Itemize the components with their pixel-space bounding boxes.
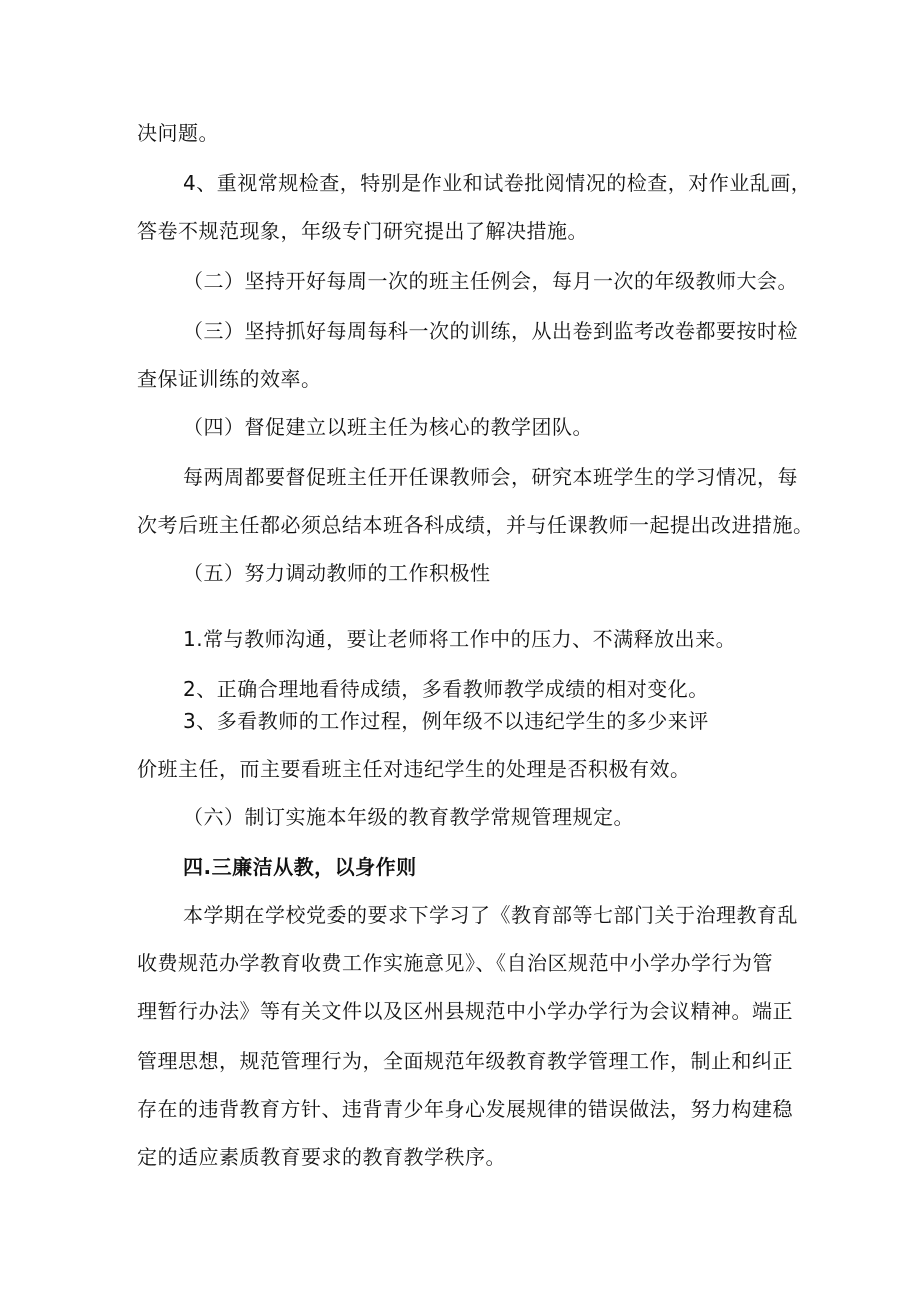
section-heading: 四.三廉洁从教，以身作则 [183, 855, 417, 879]
text-line-2: 4、重视常规检查，特别是作业和试卷批阅情况的检查，对作业乱画， [183, 171, 812, 195]
text-line-4: （二）坚持开好每周一次的班主任例会，每月一次的年级教师大会。 [183, 269, 798, 293]
text-line-7: （四）督促建立以班主任为核心的教学团队。 [183, 415, 593, 439]
text-line-3: 答卷不规范现象，年级专门研究提出了解决措施。 [137, 219, 588, 243]
text-line-12: 2、正确合理地看待成绩，多看教师教学成绩的相对变化。 [183, 677, 709, 701]
text-line-22: 定的适应素质教育要求的教育教学秩序。 [137, 1145, 506, 1169]
text-line-13: 3、多看教师的工作过程，例年级不以违纪学生的多少来评 [183, 709, 709, 733]
text-line-6: 查保证训练的效率。 [137, 367, 322, 391]
text-line-14: 价班主任，而主要看班主任对违纪学生的处理是否积极有效。 [137, 757, 691, 781]
text-line-20: 管理思想，规范管理行为，全面规范年级教育教学管理工作，制止和纠正 [137, 1049, 793, 1073]
text-line-18: 收费规范办学教育收费工作实施意见》、《自治区规范中小学办学行为管 [137, 951, 773, 975]
text-line-17: 本学期在学校党委的要求下学习了《教育部等七部门关于治理教育乱 [183, 903, 798, 927]
text-line-9: 次考后班主任都必须总结本班各科成绩，并与任课教师一起提出改进措施。 [137, 513, 814, 537]
text-line-15: （六）制订实施本年级的教育教学常规管理规定。 [183, 805, 634, 829]
text-line-10: （五）努力调动教师的工作积极性 [183, 561, 491, 585]
text-line-19: 理暂行办法》等有关文件以及区州县规范中小学办学行为会议精神。端正 [137, 999, 793, 1023]
text-line-8: 每两周都要督促班主任开任课教师会，研究本班学生的学习情况，每 [183, 465, 798, 489]
text-line-1: 决问题。 [137, 121, 219, 145]
text-line-11: 1.常与教师沟通，要让老师将工作中的压力、不满释放出来。 [183, 627, 737, 651]
text-line-21: 存在的违背教育方针、违背青少年身心发展规律的错误做法，努力构建稳 [137, 1097, 793, 1121]
text-line-5: （三）坚持抓好每周每科一次的训练，从出卷到监考改卷都要按时检 [183, 319, 798, 343]
